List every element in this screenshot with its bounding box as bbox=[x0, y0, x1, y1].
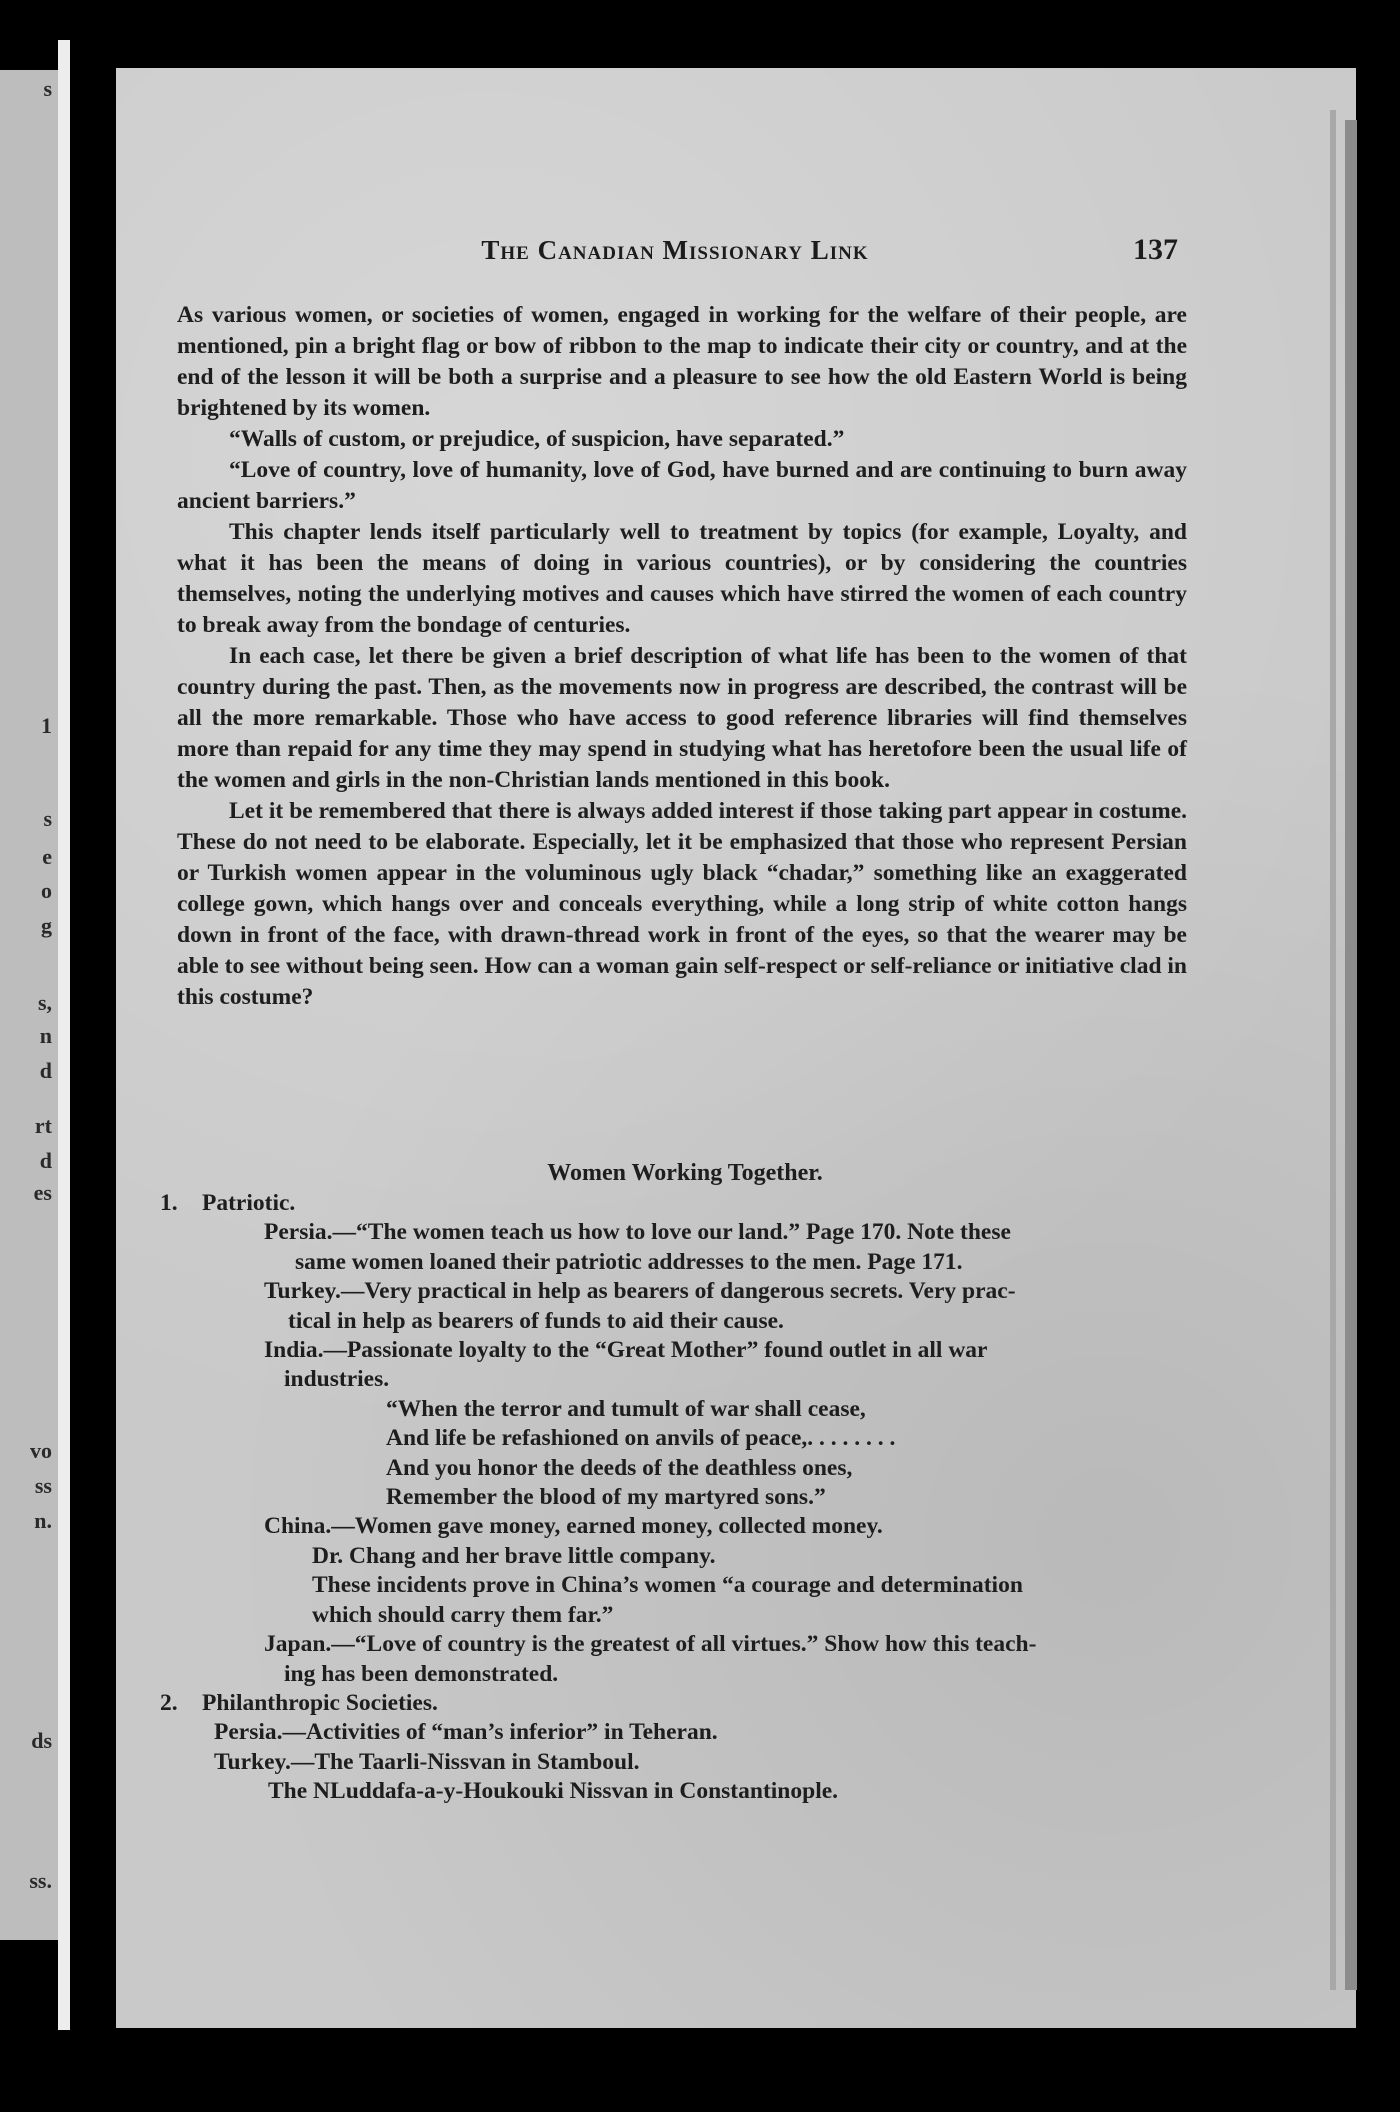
previous-page-fragment: ss. bbox=[29, 1868, 52, 1893]
paragraph: Let it be remembered that there is always added interest if those taking part appear in costume. These do not need to be elaborate. Especially, let it be emphasized that those who represent Persian or Turkish women appear in the voluminous ugly black “chadar,” something like an exaggerated college gown, which hangs over and conceals everything, while a long strip of white cotton hangs down in front of the face, with drawn-thread work in front of the eyes, so that the wearer may be able to see without being seen. How can a woman gain self-respect or self-reliance or initiative clad in this costume? bbox=[177, 798, 1187, 1010]
outline-section-heading bbox=[160, 1189, 1190, 1218]
outline-item-continued: ing has been demonstrated. bbox=[284, 1660, 559, 1687]
running-head: The Canadian Missionary Link bbox=[481, 235, 869, 265]
paragraph: As various women, or societies of women, engaged in working for the welfare of their people, are mentioned, pin a bright flag or bow of ribbon to the map to indicate their city or country, and at the end of the lesson it will be both a surprise and a pleasure to see how the old Eastern World is being brightened by its women. bbox=[177, 302, 1187, 421]
paragraph: In each case, let there be given a brief description of what life has been to the women of that country during the past. Then, as the movements now in progress are described, the contrast will be all the more remarkable. Those who have access to good reference libraries will find themselves more than repaid for any time they may spend in studying what has heretofore been the usual life of the women and girls in the non-Christian lands mentioned in this book. bbox=[177, 643, 1187, 793]
previous-page-fragment: n bbox=[39, 1023, 52, 1048]
page-edge bbox=[1330, 110, 1336, 1990]
outline-item: Japan.—“Love of country is the greatest of all virtues.” Show how this teach- bbox=[264, 1631, 1037, 1658]
outline-item: Turkey.—The Taarli-Nissvan in Stamboul. bbox=[214, 1748, 640, 1775]
previous-page-edge bbox=[0, 70, 58, 1940]
outline-list bbox=[160, 1189, 1190, 1807]
outline-item: Persia.—Activities of “man’s inferior” in Teheran. bbox=[214, 1719, 718, 1746]
section-number: 1. bbox=[160, 1190, 178, 1216]
previous-page-fragment: d bbox=[39, 1148, 52, 1173]
paragraph: “Love of country, love of humanity, love of God, have burned and are continuing to burn away ancient barriers.” bbox=[177, 457, 1187, 514]
previous-page-fragment: rt bbox=[34, 1113, 52, 1138]
outline-item-continued: which should carry them far.” bbox=[312, 1601, 614, 1628]
previous-page-fragment: g bbox=[41, 913, 52, 938]
previous-page-fragment: vo bbox=[30, 1438, 52, 1463]
section-number: 2. bbox=[160, 1689, 178, 1716]
body-text bbox=[177, 300, 1187, 1013]
previous-page-fragment: d bbox=[39, 1058, 52, 1083]
verse-line: And you honor the deeds of the deathless ones, bbox=[386, 1454, 853, 1481]
page-gutter bbox=[58, 40, 70, 2030]
previous-page-fragment: s bbox=[43, 76, 52, 101]
section-heading: Women Working Together. bbox=[547, 1160, 823, 1186]
outline-item-continued: same women loaned their patriotic addresses to the men. Page 171. bbox=[295, 1248, 963, 1275]
page-number: 137 bbox=[1133, 233, 1178, 266]
outline-section-heading bbox=[160, 1689, 1190, 1718]
outline-item: India.—Passionate loyalty to the “Great Mother” found outlet in all war bbox=[264, 1337, 988, 1364]
section-title: Philanthropic Societies. bbox=[202, 1689, 438, 1716]
previous-page-fragment: s bbox=[43, 806, 52, 831]
previous-page-fragment: e bbox=[42, 844, 52, 869]
outline-item: China.—Women gave money, earned money, collected money. bbox=[264, 1513, 883, 1540]
paragraph: “Walls of custom, or prejudice, of suspicion, have separated.” bbox=[229, 426, 845, 452]
previous-page-fragment: o bbox=[41, 878, 52, 903]
previous-page-fragment: ds bbox=[31, 1728, 52, 1753]
previous-page-fragment: es bbox=[33, 1180, 52, 1205]
outline-item: Turkey.—Very practical in help as bearers of dangerous secrets. Very prac- bbox=[264, 1278, 1016, 1305]
verse-line: Remember the blood of my martyred sons.” bbox=[386, 1484, 826, 1511]
outline-item: Persia.—“The women teach us how to love our land.” Page 170. Note these bbox=[264, 1219, 1011, 1246]
page-edge bbox=[1345, 120, 1357, 1990]
previous-page-fragment: n. bbox=[34, 1508, 52, 1533]
previous-page-fragment: 1 bbox=[41, 713, 52, 738]
outline-item-continued: tical in help as bearers of funds to aid their cause. bbox=[288, 1307, 784, 1334]
previous-page-fragment: ss bbox=[34, 1473, 52, 1498]
outline-item-continued: industries. bbox=[284, 1366, 390, 1393]
outline-item-continued: The NLuddafa-a-y-Houkouki Nissvan in Constantinople. bbox=[268, 1778, 839, 1805]
verse-line: “When the terror and tumult of war shall cease, bbox=[386, 1395, 866, 1422]
verse-line: And life be refashioned on anvils of peace,. . . . . . . . bbox=[386, 1425, 896, 1452]
outline-item-continued: Dr. Chang and her brave little company. bbox=[312, 1542, 716, 1569]
paragraph: This chapter lends itself particularly well to treatment by topics (for example, Loyalty, and what it has been the means of doing in various countries), or by considering the countries themselves, noting the underlying motives and causes which have stirred the women of each country to break away from the bondage of centuries. bbox=[177, 519, 1187, 638]
section-title: Patriotic. bbox=[202, 1190, 296, 1216]
previous-page-fragment: s, bbox=[37, 990, 52, 1015]
outline-item-continued: These incidents prove in China’s women “a courage and determination bbox=[312, 1572, 1023, 1599]
